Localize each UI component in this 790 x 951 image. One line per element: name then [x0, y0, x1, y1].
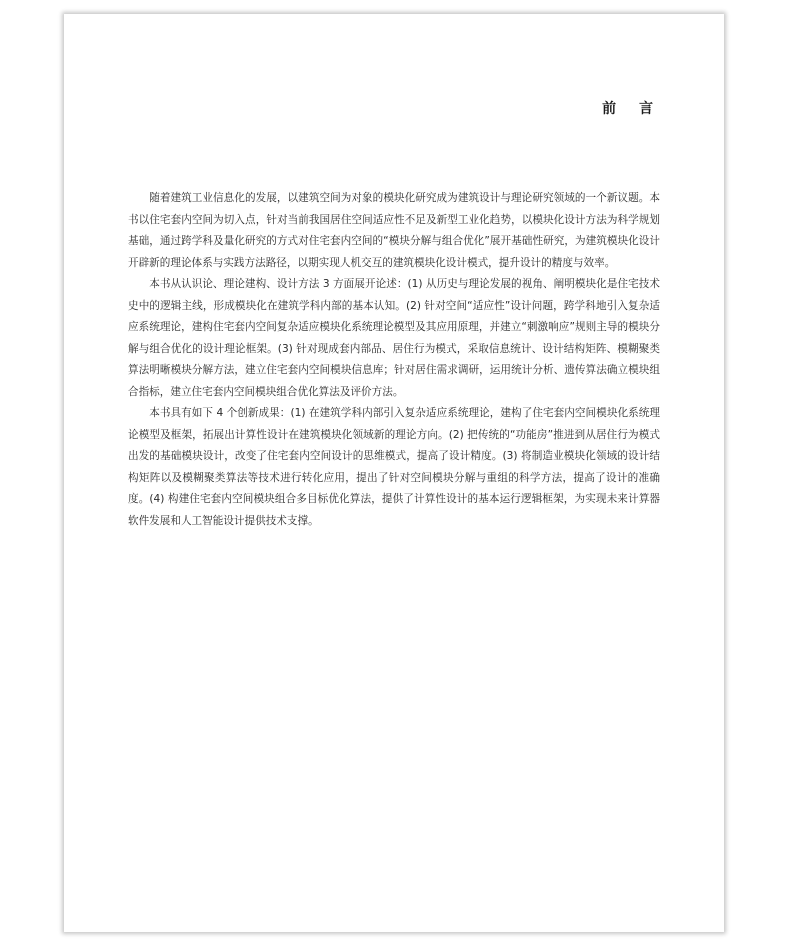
- document-page: [64, 14, 724, 932]
- preface-body: [128, 188, 660, 532]
- paragraph-3: 本书具有如下 4 个创新成果：(1) 在建筑学科内部引入复杂适应系统理论，建构了住宅套内空间模块化系统理论模型及框架，拓展出计算性设计在建筑模块化领域新的理论方向。(2) 把传统的“功能房”推进到从居住行为模式出发的基础模块设计，改变了住宅套内空间设计的思维模式，提高了设计精度。(3) 将制造业模块化领域的设计结构矩阵以及模糊聚类算法等技术进行转化应用，提出了针对空间模块分解与重组的科学方法，提高了设计的准确度。(4) 构建住宅套内空间模块组合多目标优化算法，提供了计算性设计的基本运行逻辑框架，为实现未来计算器软件发展和人工智能设计提供技术支撑。: [128, 407, 660, 527]
- paragraph-2: 本书从认识论、理论建构、设计方法 3 方面展开论述：(1) 从历史与理论发展的视角、阐明模块化是住宅技术史中的逻辑主线，形成模块化在建筑学科内部的基本认知。(2) 针对空间“适应性”设计问题，跨学科地引入复杂适应系统理论，建构住宅套内空间复杂适应模块化系统理论模型及其应用原理，并建立“刺激响应”规则主导的模块分解与组合优化的设计理论框架。(3) 针对现成套内部品、居住行为模式，采取信息统计、设计结构矩阵、模糊聚类算法明晰模块分解方法，建立住宅套内空间模块信息库；针对居住需求调研，运用统计分析、遗传算法确立模块组合指标，建立住宅套内空间模块组合优化算法及评价方法。: [128, 278, 660, 398]
- page-title: 前 言: [602, 101, 662, 117]
- paragraph-1: 随着建筑工业信息化的发展，以建筑空间为对象的模块化研究成为建筑设计与理论研究领域的一个新议题。本书以住宅套内空间为切入点，针对当前我国居住空间适应性不足及新型工业化趋势，以模块化设计方法为科学规划基础，通过跨学科及量化研究的方式对住宅套内空间的“模块分解与组合优化”展开基础性研究，为建筑模块化设计开辟新的理论体系与实践方法路径，以期实现人机交互的建筑模块化设计模式，提升设计的精度与效率。: [128, 192, 660, 269]
